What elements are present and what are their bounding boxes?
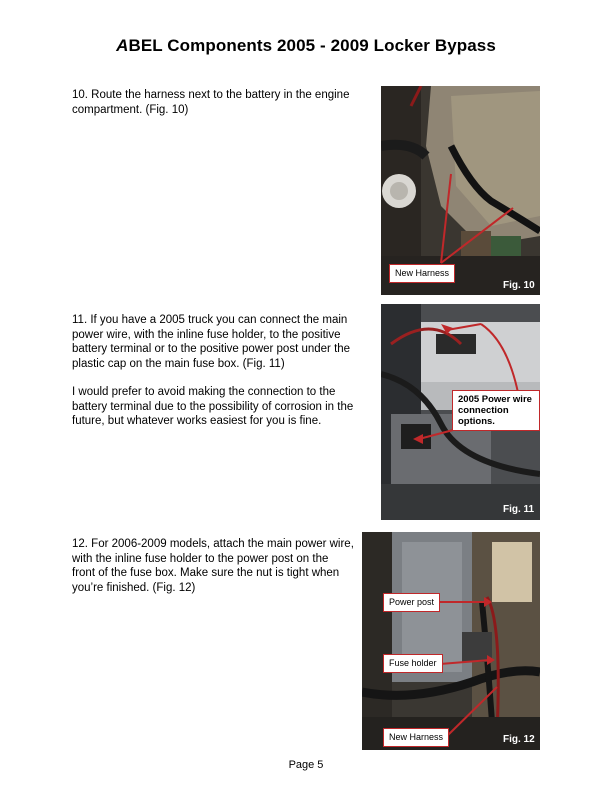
step-12-paragraph: 12. For 2006-2009 models, attach the main power wire, with the inline fuse holder to the power post on the front of the fuse box. Make sure the nut is tight when you’re finished. (Fig. 12) (72, 538, 354, 594)
title-initial: A (116, 36, 129, 55)
fig-12-callout-new-harness: New Harness (383, 728, 449, 747)
fig-11-photo (381, 304, 540, 520)
step-11-paragraph-2: I would prefer to avoid making the connection to the battery terminal due to the possibility of corrosion in the future, but whatever works easiest for you is fine. (72, 386, 354, 427)
fig-11-callout-power-wire: 2005 Power wire connection options. (452, 390, 540, 431)
fig-12-image (362, 532, 540, 750)
fig-12-callout-power-post: Power post (383, 593, 440, 612)
fig-11-label: Fig. 11 (503, 504, 535, 515)
step-11-paragraph-1: 11. If you have a 2005 truck you can connect the main power wire, with the inline fuse holder, to the positive battery terminal or to the positive power post under the plastic cap on the main fuse box. (Fig. 11) (72, 314, 351, 370)
step-10-paragraph: 10. Route the harness next to the battery in the engine compartment. (Fig. 10) (72, 89, 350, 116)
title-rest: BEL Components 2005 - 2009 Locker Bypass (128, 36, 496, 55)
fig-12-label: Fig. 12 (503, 734, 535, 745)
step-10-text-block (72, 88, 372, 131)
step-11-text-block (72, 313, 370, 443)
fig-10-label: Fig. 10 (503, 280, 535, 291)
fig-10-photo (381, 86, 540, 295)
fig-10-callout-new-harness: New Harness (389, 264, 455, 283)
page-number: Page 5 (288, 759, 324, 771)
page-title (0, 36, 612, 56)
fig-12-callout-fuse-holder: Fuse holder (383, 654, 443, 673)
step-12-text-block (72, 537, 354, 609)
fig-12-photo (362, 532, 540, 750)
